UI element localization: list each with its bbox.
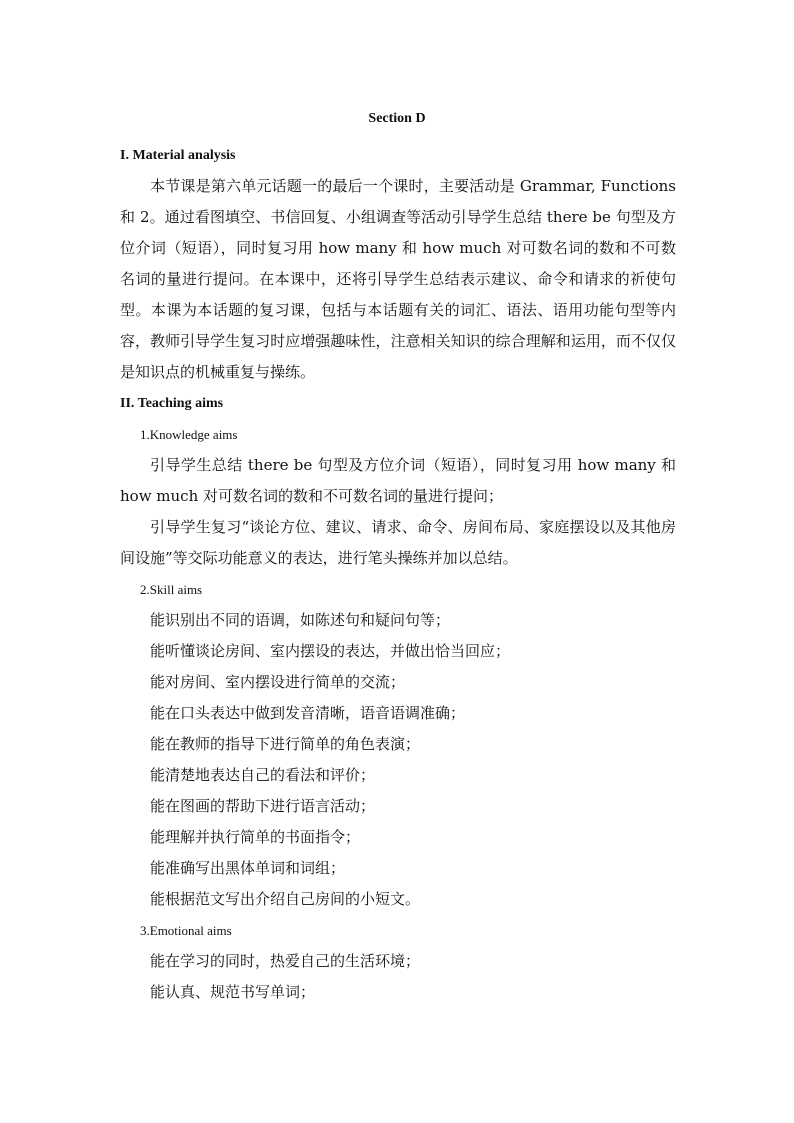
skill-aim-item: 能识别出不同的语调，如陈述句和疑问句等；	[150, 611, 451, 629]
emotional-aim-item: 能在学习的同时，热爱自己的生活环境；	[150, 952, 421, 970]
skill-aim-item: 能对房间、室内摆设进行简单的交流；	[150, 673, 406, 691]
teaching-aims-heading: II. Teaching aims	[120, 396, 224, 411]
emotional-aim-item: 能认真、规范书写单词；	[150, 983, 316, 1001]
skill-aim-item: 能清楚地表达自己的看法和评价；	[150, 766, 376, 784]
material-analysis-heading: I. Material analysis	[120, 148, 236, 163]
section-title: Section D	[360, 104, 433, 134]
skill-aim-item: 能理解并执行简单的书面指令；	[150, 828, 361, 846]
skill-aim-item: 能准确写出黑体单词和词组；	[150, 859, 346, 877]
skill-aims-title: 2.Skill aims	[140, 582, 203, 597]
material-analysis-paragraph: 本节课是第六单元话题一的最后一个课时，主要活动是 Grammar, Functions 和 2。通过看图填空、书信回复、小组调查等活动引导学生总结 there be 句型及方位介词（短语），同时复习用 how many 和 how much 对可数名词的数和不可数名词的量进行提问。在本课中，还将引导学生总结表示建议、命令和请求的祈使句型。本课为本话题的复习课，包括与本话题有关的词汇、语法、语用功能句型等内容，教师引导学生复习时应增强趣味性，注意相关知识的综合理解和运用，而不仅仅是知识点的机械重复与操练。	[120, 177, 676, 381]
skill-aim-item: 能根据范文写出介绍自己房间的小短文。	[150, 890, 421, 908]
emotional-aims-title: 3.Emotional aims	[140, 923, 232, 938]
skill-aim-item: 能在教师的指导下进行简单的角色表演；	[150, 735, 421, 753]
skill-aim-item: 能在图画的帮助下进行语言活动；	[150, 797, 376, 815]
document-body	[120, 140, 676, 1008]
knowledge-aims-paragraph-2: 引导学生复习“谈论方位、建议、请求、命令、房间布局、家庭摆设以及其他房间设施”等交际功能意义的表达，进行笔头操练并加以总结。	[120, 518, 676, 567]
knowledge-aims-paragraph-1: 引导学生总结 there be 句型及方位介词（短语），同时复习用 how many 和 how much 对可数名词的数和不可数名词的量进行提问；	[120, 456, 676, 505]
section-title-wrap	[0, 104, 794, 134]
knowledge-aims-title: 1.Knowledge aims	[140, 427, 238, 442]
skill-aim-item: 能听懂谈论房间、室内摆设的表达，并做出恰当回应；	[150, 642, 511, 660]
skill-aim-item: 能在口头表达中做到发音清晰，语音语调准确；	[150, 704, 466, 722]
